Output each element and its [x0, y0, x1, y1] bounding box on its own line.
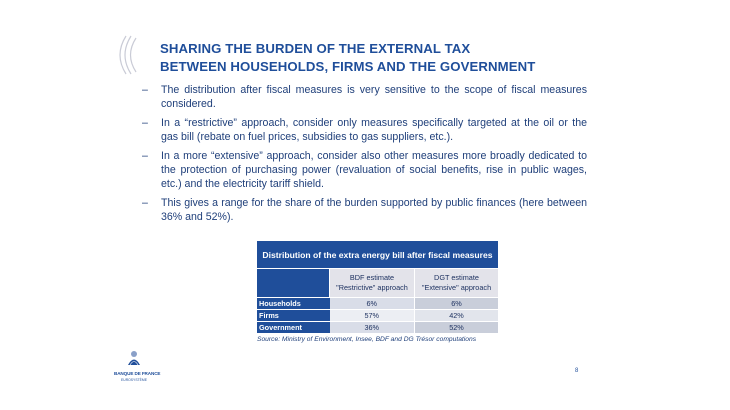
bullet-dash: – [142, 150, 148, 163]
bullet-item [140, 197, 587, 224]
bullet-dash: – [142, 197, 148, 210]
slide-title [160, 40, 535, 76]
table-corner-cell [257, 269, 330, 298]
table-source-note: Source: Ministry of Environment, Insee, BDF and DG Trésor computations [257, 336, 477, 343]
bullet-text: The distribution after fiscal measures is very sensitive to the scope of fiscal measures considered. [161, 84, 587, 110]
column-header-bdf-line-2: "Restrictive" approach [336, 283, 408, 292]
bullet-text: In a more “extensive” approach, consider also other measures more broadly dedicated to the protection of purchasing power (revaluation of social benefits, rise in public wages, etc.) and the electricity tariff shield. [161, 150, 587, 190]
distribution-table [257, 241, 498, 333]
cell-dgt: 52% [415, 322, 499, 334]
page-number: 8 [575, 368, 579, 374]
table-row [257, 322, 498, 334]
column-header-bdf-line-1: BDF estimate [349, 273, 395, 282]
cell-dgt: 42% [415, 310, 499, 322]
column-header-dgt [415, 269, 499, 298]
cell-bdf: 6% [330, 298, 415, 310]
row-label: Households [257, 298, 330, 310]
banque-de-france-emblem-icon [125, 350, 143, 366]
table-row [257, 298, 498, 310]
logo-bank-name: BANQUE DE FRANCE [114, 371, 161, 376]
column-header-bdf [330, 269, 415, 298]
slide-title-line-2: BETWEEN HOUSEHOLDS, FIRMS AND THE GOVERNMENT [160, 59, 536, 74]
bullet-item [140, 150, 587, 191]
cell-bdf: 57% [330, 310, 415, 322]
bullet-text: In a “restrictive” approach, consider only measures specifically targeted at the oil or the gas bill (rebate on fuel prices, subsidies to gas suppliers, etc.). [161, 117, 587, 143]
table-row [257, 310, 498, 322]
bullet-dash: – [142, 117, 148, 130]
bullet-dash: – [142, 84, 148, 96]
bullet-item [140, 117, 587, 144]
decorative-bracket-icon [112, 33, 156, 77]
banque-de-france-logo [114, 350, 161, 382]
row-label: Firms [257, 310, 330, 322]
column-header-dgt-line-2: "Extensive" approach [421, 283, 492, 292]
bullet-text: This gives a range for the share of the burden supported by public finances (here between 36% and 52%). [161, 197, 587, 223]
logo-tagline: EUROSYSTÈME [121, 378, 147, 382]
table-title: Distribution of the extra energy bill after fiscal measures [257, 241, 498, 269]
bullet-item [140, 84, 587, 111]
bullet-list [140, 84, 587, 230]
column-header-dgt-line-1: DGT estimate [434, 273, 479, 282]
cell-bdf: 36% [330, 322, 415, 334]
slide-title-line-1: SHARING THE BURDEN OF THE EXTERNAL TAX [160, 41, 471, 56]
cell-dgt: 6% [415, 298, 499, 310]
row-label: Government [257, 322, 330, 334]
